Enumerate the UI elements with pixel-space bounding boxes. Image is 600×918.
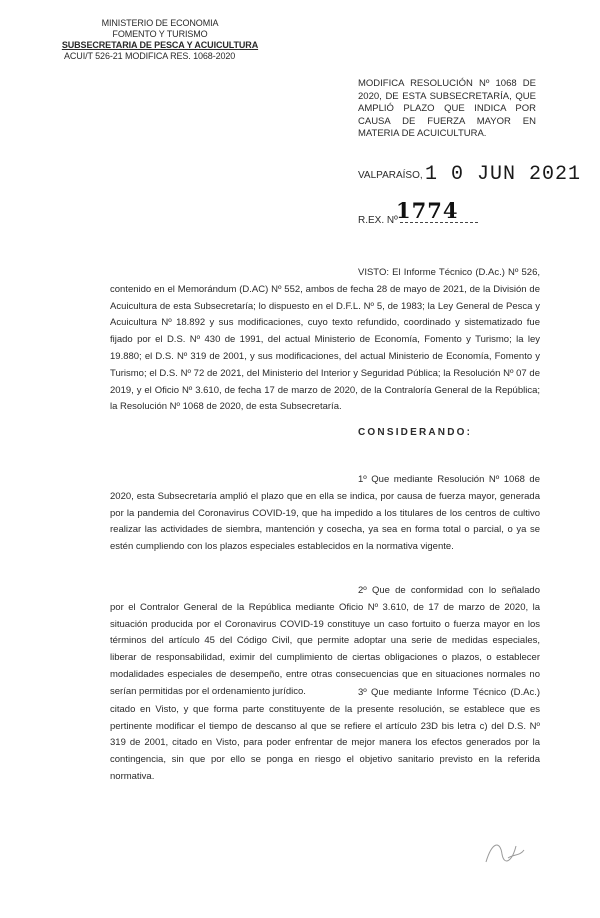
date-stamp: 1 0 JUN 2021 (425, 163, 582, 186)
considerando-heading: CONSIDERANDO: (358, 427, 473, 438)
ministry-subname: FOMENTO Y TURISMO (112, 29, 208, 39)
place-label: VALPARAÍSO, (358, 170, 423, 181)
visto-paragraph: VISTO: El Informe Técnico (D.Ac.) Nº 526, contenido en el Memorándum (D.AC) Nº 552, ambos de fecha 28 de mayo de 2021, de la División de Acuicultura de esta Subsecretaría; lo dispuesto en el D.F.L. Nº 5, de 1983; la Ley General de Pesca y Acuicultura Nº 18.892 y sus modificaciones, cuyo texto refundido, coordinado y sistematizado fue fijado por el D.S. Nº 430 de 1991, del actual Ministerio de Economía, Fomento y Turismo; la ley 19.880; el D.S. Nº 319 de 2001, y sus modificaciones, del actual Ministerio de Economía, Fomento y Turismo; el D.S. Nº 72 de 2021, del Ministerio del Interior y Seguridad Pública; la Resolución Nº 07 de 2019, y el Oficio Nº 3.610, de fecha 17 de marzo de 2020, de la Contraloría General de la República; la Resolución Nº 1068 de 2020, de esta Subsecretaría. (110, 267, 540, 413)
resolution-subject: MODIFICA RESOLUCIÓN Nº 1068 DE 2020, DE ESTA SUBSECRETARÍA, QUE AMPLIÓ PLAZO QUE INDICA POR CAUSA DE FUERZA MAYOR EN MATERIA DE ACUICULTURA. (358, 78, 536, 139)
considerando-item-2: 2º Que de conformidad con lo señalado por el Contralor General de la República mediante Oficio Nº 3.610, de 17 de marzo de 2020, la situación producida por el Coronavirus COVID-19 constituye un caso fortuito o fuerza mayor en los términos del artículo 45 del Código Civil, que permite adoptar una serie de medidas especiales, liberar de responsabilidad, eximir del cumplimiento de ciertas obligaciones o plazos, o establecer modalidades especiales de desempeño, entre otras consecuencias que en situaciones normales no serían permitidas por el ordenamiento jurídico. (110, 585, 540, 697)
rex-number-stamp: 1774 (396, 198, 459, 223)
handwritten-initials (478, 832, 528, 872)
letterhead (60, 18, 260, 62)
subsecretaria-name: SUBSECRETARIA DE PESCA Y ACUICULTURA (61, 40, 259, 50)
considerando-item-3: 3º Que mediante Informe Técnico (D.Ac.) citado en Visto, y que forma parte constituyente de la presente resolución, se establece que es pertinente modificar el tiempo de descanso al que se refiere el artículo 23D bis letra c) del D.S. Nº 319 de 2001, citado en Visto, para poder enfrentar de mejor manera los efectos generados por la contingencia, sin que por ello se ponga en riesgo el objetivo sanitario previsto en la referida normativa. (110, 687, 540, 782)
document-reference: ACUI/T 526-21 MODIFICA RES. 1068-2020 (64, 51, 236, 61)
ministry-name: MINISTERIO DE ECONOMIA (101, 18, 219, 28)
rex-label: R.EX. Nº (358, 215, 398, 226)
considerando-item-1: 1º Que mediante Resolución Nº 1068 de 2020, esta Subsecretaría amplió el plazo que en ella se indica, por causa de fuerza mayor, generada por la pandemia del Coronavirus COVID-19, que ha impedido a los titulares de los centros de cultivo realizar las actividades de siembra, mantención y cosecha, ya sea en forma total o parcial, o ya se estén cumpliendo con los plazos especiales establecidos en la normativa vigente. (110, 474, 540, 553)
